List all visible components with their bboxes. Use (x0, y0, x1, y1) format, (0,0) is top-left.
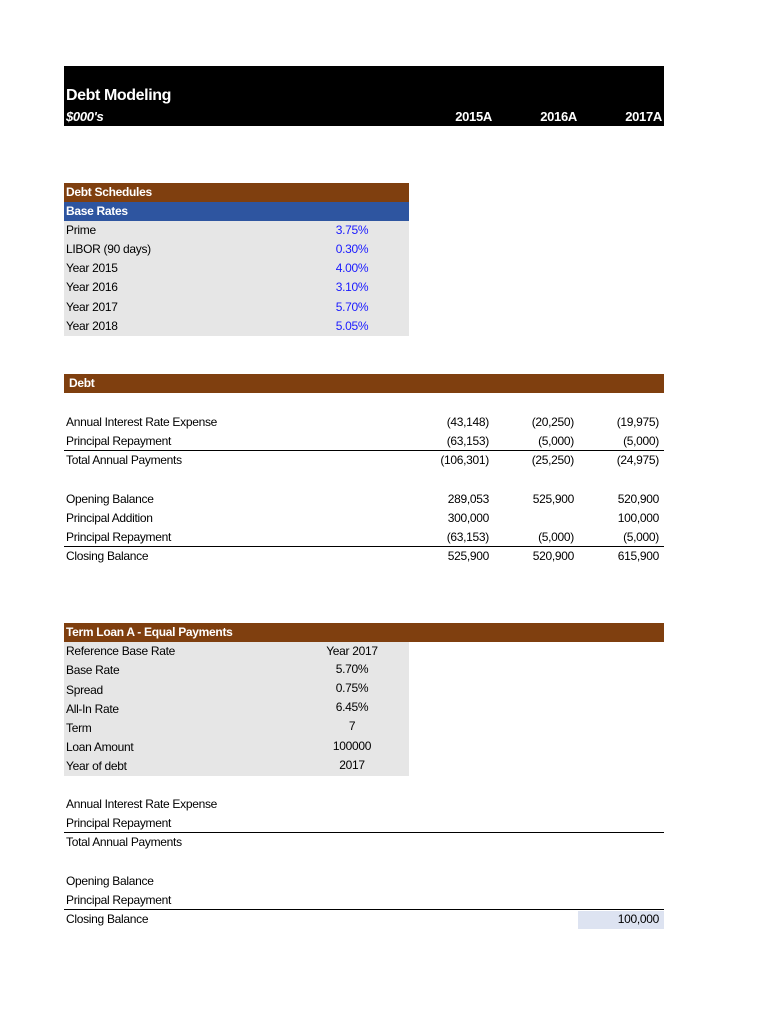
term-loan-row-label: Principal Repayment (66, 816, 172, 830)
year-header-2016: 2016A (540, 109, 577, 124)
debt-row-label: Principal Repayment (66, 434, 172, 448)
debt-cell: 520,900 (617, 492, 659, 506)
debt-closing-rule (64, 546, 664, 547)
debt-header: Debt (64, 374, 664, 393)
rate-value-2018[interactable]: 5.05% (335, 319, 369, 333)
term-loan-row-label: Total Annual Payments (66, 835, 182, 849)
rate-value-2015[interactable]: 4.00% (335, 261, 369, 275)
debt-cell: 525,900 (447, 549, 489, 563)
rate-value-2017[interactable]: 5.70% (335, 300, 369, 314)
year-header-2015: 2015A (455, 109, 492, 124)
rate-value-2016[interactable]: 3.10% (335, 280, 369, 294)
debt-row-label: Annual Interest Rate Expense (66, 415, 218, 429)
debt-cell: (5,000) (623, 530, 659, 544)
rate-label-libor: LIBOR (90 days) (66, 242, 151, 256)
rate-label-2017: Year 2017 (66, 300, 118, 314)
debt-cell: (63,153) (446, 530, 489, 544)
rate-label-2015: Year 2015 (66, 261, 118, 275)
param-label: Loan Amount (66, 740, 134, 754)
param-label: Term (66, 721, 92, 735)
page-subtitle: $000's (66, 109, 104, 124)
param-label: Reference Base Rate (66, 644, 176, 658)
debt-cell: (43,148) (446, 415, 489, 429)
param-value[interactable]: 100000 (332, 739, 372, 753)
debt-cell: (5,000) (623, 434, 659, 448)
param-value: 6.45% (335, 700, 369, 714)
param-label: All-In Rate (66, 702, 119, 716)
term-loan-row-label: Principal Repayment (66, 893, 172, 907)
debt-cell: (5,000) (538, 530, 574, 544)
term-loan-a-header: Term Loan A - Equal Payments (64, 623, 664, 642)
term-loan-row-label: Opening Balance (66, 874, 154, 888)
debt-cell (494, 509, 574, 528)
year-header-2017: 2017A (625, 109, 662, 124)
debt-cell: 525,900 (532, 492, 574, 506)
debt-cell: (20,250) (531, 415, 574, 429)
rate-label-prime: Prime (66, 223, 96, 237)
param-value[interactable]: 7 (348, 719, 356, 733)
rate-label-2018: Year 2018 (66, 319, 118, 333)
debt-row-label: Principal Repayment (66, 530, 172, 544)
debt-cell: (19,975) (616, 415, 659, 429)
debt-cell: (24,975) (616, 453, 659, 467)
term-loan-closing-rule (64, 909, 664, 910)
param-label: Year of debt (66, 759, 127, 773)
debt-cell: 289,053 (447, 492, 489, 506)
debt-row-label: Closing Balance (66, 549, 149, 563)
base-rates-header: Base Rates (64, 202, 409, 221)
debt-cell: 520,900 (532, 549, 574, 563)
debt-cell: 100,000 (617, 511, 659, 525)
debt-row-label: Opening Balance (66, 492, 154, 506)
debt-cell: (106,301) (440, 453, 489, 467)
rate-label-2016: Year 2016 (66, 280, 118, 294)
term-loan-closing-2017: 100,000 (617, 912, 659, 926)
page-title: Debt Modeling (66, 87, 172, 104)
param-label: Spread (66, 683, 103, 697)
param-value[interactable]: 2017 (339, 758, 365, 772)
debt-row-label: Total Annual Payments (66, 453, 182, 467)
debt-cell: 615,900 (617, 549, 659, 563)
param-value[interactable]: 0.75% (335, 681, 369, 695)
debt-cell: (63,153) (446, 434, 489, 448)
param-value: 5.70% (335, 662, 369, 676)
term-loan-row-label: Closing Balance (66, 912, 149, 926)
rate-value-prime[interactable]: 3.75% (335, 223, 369, 237)
debt-row-label: Principal Addition (66, 511, 153, 525)
rate-value-libor[interactable]: 0.30% (335, 242, 369, 256)
debt-schedules-header: Debt Schedules (64, 183, 409, 202)
debt-cell: (5,000) (538, 434, 574, 448)
param-label: Base Rate (66, 663, 120, 677)
debt-cell: (25,250) (531, 453, 574, 467)
param-value[interactable]: Year 2017 (326, 644, 378, 658)
debt-cell: 300,000 (447, 511, 489, 525)
term-loan-row-label: Annual Interest Rate Expense (66, 797, 218, 811)
